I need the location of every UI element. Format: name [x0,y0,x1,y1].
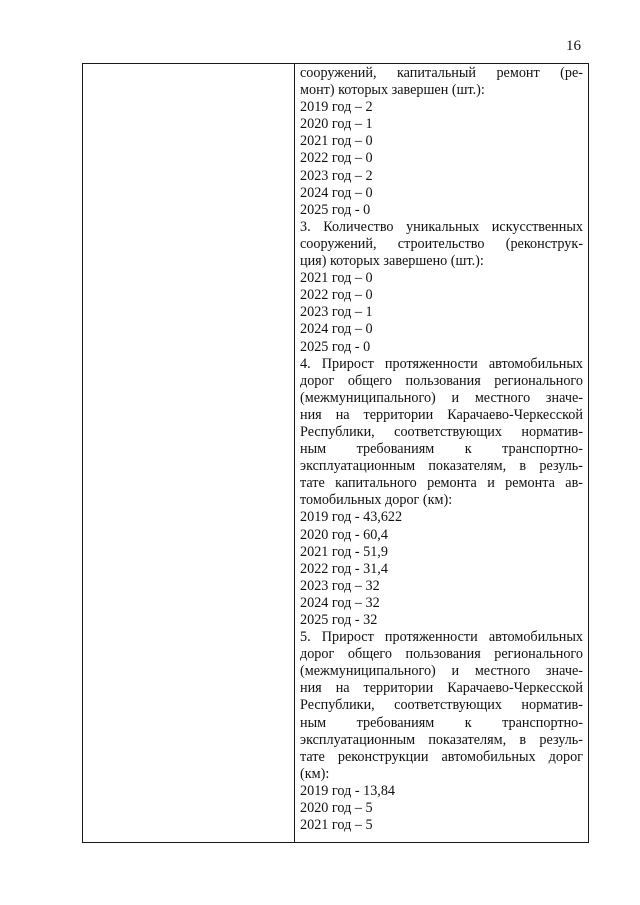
text-line: 2019 год - 43,622 [300,509,403,526]
text-line: эксплуатационным показателям, в резуль- [300,731,583,748]
text-line: тате капитального ремонта и ремонта ав- [300,475,583,492]
text-line: (км): [300,765,330,782]
text-line: 2022 год – 0 [300,287,373,304]
text-line: (межмуниципального) и местного значе- [300,389,583,406]
text-line: 2019 год - 13,84 [300,782,396,799]
text-line: 2025 год - 0 [300,338,371,355]
text-line: 5. Прирост протяженности автомобильных [300,629,583,646]
page-number: 16 [566,38,581,54]
text-line: 3. Количество уникальных искусственных [300,218,583,235]
text-line: сооружений, капитальный ремонт (ре- [300,65,583,81]
text-line: 2020 год - 60,4 [300,526,388,543]
column-divider [294,64,295,842]
text-line: ным требованиям к транспортно- [300,714,583,731]
text-line: тате реконструкции автомобильных дорог [300,748,583,765]
text-line: 2021 год - 51,9 [300,543,388,560]
text-line: 2023 год – 1 [300,304,373,321]
text-line: 2025 год - 0 [300,201,371,218]
text-line: дорог общего пользования регионального [300,646,583,663]
text-line: дорог общего пользования регионального [300,372,583,389]
text-line: 2021 год – 5 [300,817,373,834]
text-line: 2024 год – 0 [300,184,373,201]
text-line: сооружений, строительство (реконструк- [300,235,583,252]
text-line: (межмуниципального) и местного значе- [300,663,583,680]
text-line: томобильных дорог (км): [300,492,453,509]
right-table-cell [300,65,583,834]
text-line: 2019 год – 2 [300,99,373,116]
text-line: 2024 год – 32 [300,594,380,611]
text-line: 2020 год – 1 [300,116,373,133]
text-line: Республики, соответствующих норматив- [300,423,583,440]
text-line: 2022 год – 0 [300,150,373,167]
text-line: ция) которых завершено (шт.): [300,253,484,270]
text-line: ния на территории Карачаево-Черкесской [300,406,583,423]
text-line: 2021 год – 0 [300,133,373,150]
text-line: Республики, соответствующих норматив- [300,697,583,714]
text-line: 4. Прирост протяженности автомобильных [300,355,583,372]
text-line: 2020 год – 5 [300,800,373,817]
document-table [82,63,589,843]
text-line: 2021 год – 0 [300,270,373,287]
text-line: ния на территории Карачаево-Черкесской [300,680,583,697]
left-table-cell [83,64,294,842]
text-line: 2023 год – 2 [300,167,373,184]
text-line: монт) которых завершен (шт.): [300,82,485,99]
text-line: 2023 год – 32 [300,577,380,594]
text-line: ным требованиям к транспортно- [300,441,583,458]
text-line: 2024 год – 0 [300,321,373,338]
text-line: 2022 год - 31,4 [300,560,388,577]
text-line: эксплуатационным показателям, в резуль- [300,458,583,475]
text-line: 2025 год - 32 [300,612,378,628]
